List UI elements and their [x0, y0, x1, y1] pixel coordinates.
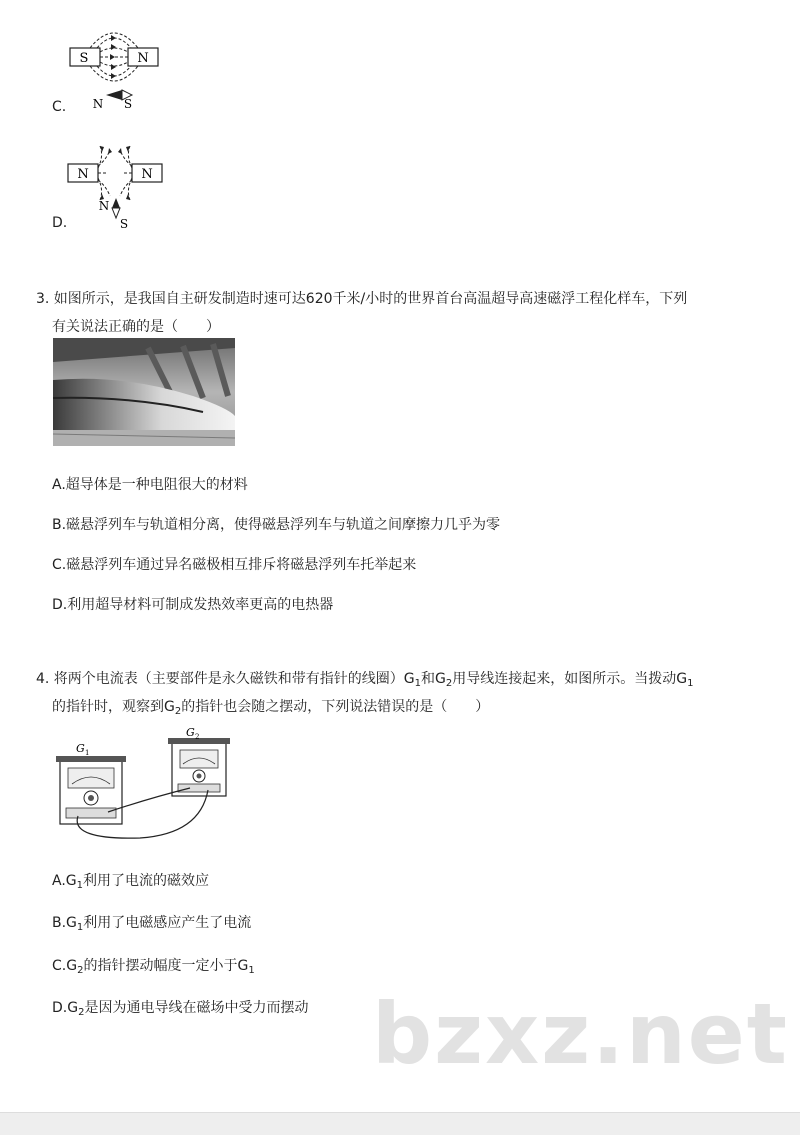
q4-stem-line2: 的指针时，观察到$G_2$的指针也会随之摆动，下列说法错误的是（ ） [52, 699, 490, 717]
q3-option-b: B.磁悬浮列车与轨道相分离，使得磁悬浮列车与轨道之间摩擦力几乎为零 [52, 517, 501, 533]
fig-d-needle-s: S [119, 217, 129, 230]
prev-option-c-label: C. [52, 99, 67, 115]
g1-label-sub: 1 [85, 749, 90, 757]
fig-c-right-magnet: N [137, 51, 149, 66]
galvanometer-figure [50, 728, 250, 846]
page-bottom-bar [0, 1112, 800, 1135]
q3-option-c: C.磁悬浮列车通过异名磁极相互排斥将磁悬浮列车托举起来 [52, 557, 417, 573]
magnetic-field-figure-c [60, 26, 170, 116]
watermark-logo: bzxz.net [372, 985, 789, 1083]
q3-stem-line2: 有关说法正确的是（ ） [52, 319, 220, 335]
fig-c-needle-s: S [123, 97, 133, 111]
q4-option-d: $D.G_2$是因为通电导线在磁场中受力而摆动 [52, 1000, 309, 1018]
q4-option-c: $C.G_2$的指针摆动幅度一定小于$G_1$ [52, 958, 255, 976]
g2-label-sub: 2 [195, 733, 200, 741]
q3-stem-line1: 3. 如图所示，是我国自主研发制造时速可达620千米/小时的世界首台高温超导高速磁浮工程化样车，下列 [36, 291, 688, 307]
fig-d-left-magnet: N [77, 167, 89, 182]
prev-option-d-label: D. [52, 215, 68, 231]
q4-option-a: $A.G_1$利用了电流的磁效应 [52, 873, 210, 891]
fig-d-right-magnet: N [141, 167, 153, 182]
q4-stem-line1: 4. 将两个电流表（主要部件是永久磁铁和带有指针的线圈）$G_1$和$G_2$用导线连接起来，如图所示。当拨动$G_1$ [36, 671, 694, 689]
fig-c-left-magnet: S [79, 51, 89, 66]
q3-option-d: D.利用超导材料可制成发热效率更高的电热器 [52, 597, 334, 613]
maglev-train-photo [53, 338, 235, 446]
q4-option-b: $B.G_1$利用了电磁感应产生了电流 [52, 915, 252, 933]
g1-label: G [76, 742, 85, 755]
fig-c-needle-n: N [92, 97, 104, 111]
g2-label: G [186, 728, 195, 739]
fig-d-needle-n: N [98, 199, 110, 213]
magnetic-field-figure-d [60, 140, 170, 230]
q3-option-a: A.超导体是一种电阻很大的材料 [52, 477, 248, 493]
